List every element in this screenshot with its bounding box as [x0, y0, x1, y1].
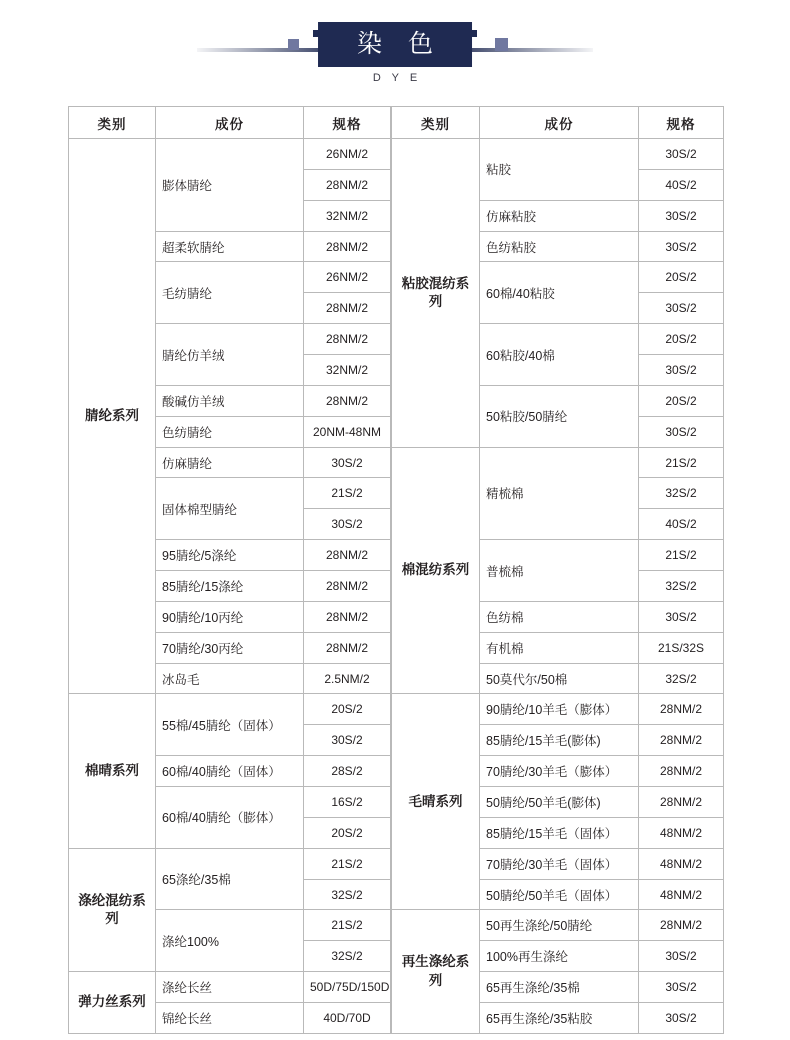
- spec-cell: 20S/2: [304, 817, 391, 848]
- composition-cell: 85腈纶/15羊毛（固体）: [480, 817, 639, 848]
- spec-cell: 28NM/2: [304, 324, 391, 355]
- spec-cell: 28NM/2: [304, 632, 391, 663]
- composition-cell: 锦纶长丝: [156, 1003, 304, 1034]
- spec-cell: 20S/2: [304, 694, 391, 725]
- column-header-spec: 规格: [639, 107, 724, 139]
- composition-cell: 50粘胶/50腈纶: [480, 385, 639, 447]
- column-header-composition: 成份: [480, 107, 639, 139]
- spec-cell: 28NM/2: [304, 385, 391, 416]
- category-cell: 涤纶混纺系列: [69, 848, 156, 971]
- composition-cell: 70腈纶/30羊毛（膨体）: [480, 756, 639, 787]
- spec-cell: 32S/2: [304, 941, 391, 972]
- spec-cell: 30S/2: [639, 1003, 724, 1034]
- composition-cell: 85腈纶/15羊毛(膨体): [480, 725, 639, 756]
- spec-cell: 28NM/2: [304, 601, 391, 632]
- category-cell: 再生涤纶系列: [392, 910, 480, 1033]
- column-header-category: 类别: [69, 107, 156, 139]
- spec-cell: 48NM/2: [639, 879, 724, 910]
- composition-cell: 90腈纶/10羊毛（膨体）: [480, 694, 639, 725]
- spec-cell: 28NM/2: [304, 540, 391, 571]
- composition-cell: 95腈纶/5涤纶: [156, 540, 304, 571]
- composition-cell: 85腈纶/15涤纶: [156, 571, 304, 602]
- composition-cell: 65再生涤纶/35粘胶: [480, 1003, 639, 1034]
- composition-cell: 普梳棉: [480, 540, 639, 602]
- composition-cell: 60棉/40腈纶（膨体）: [156, 787, 304, 849]
- composition-cell: 仿麻腈纶: [156, 447, 304, 478]
- table-row: [392, 447, 724, 478]
- category-cell: 棉混纺系列: [392, 447, 480, 694]
- composition-cell: 色纺粘胶: [480, 231, 639, 262]
- table-header-row: [392, 107, 724, 139]
- composition-cell: 涤纶长丝: [156, 972, 304, 1003]
- spec-cell: 30S/2: [304, 447, 391, 478]
- spec-cell: 40S/2: [639, 509, 724, 540]
- spec-cell: 32S/2: [639, 478, 724, 509]
- spec-cell: 20NM-48NM: [304, 416, 391, 447]
- composition-cell: 65涤纶/35棉: [156, 848, 304, 910]
- title-banner: [318, 22, 472, 84]
- decorative-square-medium-left: [288, 39, 299, 50]
- spec-cell: 30S/2: [639, 416, 724, 447]
- composition-cell: 腈纶仿羊绒: [156, 324, 304, 386]
- category-cell: 毛晴系列: [392, 694, 480, 910]
- spec-cell: 32S/2: [639, 663, 724, 694]
- spec-cell: 21S/2: [639, 540, 724, 571]
- spec-cell: 32S/2: [639, 571, 724, 602]
- spec-cell: 30S/2: [639, 293, 724, 324]
- right-specification-table: [391, 106, 724, 1034]
- column-header-spec: 规格: [304, 107, 391, 139]
- composition-cell: 60棉/40腈纶（固体）: [156, 756, 304, 787]
- table-row: [392, 694, 724, 725]
- composition-cell: 50腈纶/50羊毛（固体）: [480, 879, 639, 910]
- table-row: [69, 139, 391, 170]
- column-header-category: 类别: [392, 107, 480, 139]
- table-row: [69, 848, 391, 879]
- spec-cell: 40S/2: [639, 169, 724, 200]
- composition-cell: 粘胶: [480, 139, 639, 201]
- table-row: [392, 910, 724, 941]
- composition-cell: 70腈纶/30丙纶: [156, 632, 304, 663]
- composition-cell: 50腈纶/50羊毛(膨体): [480, 787, 639, 818]
- spec-cell: 28NM/2: [304, 293, 391, 324]
- spec-cell: 28NM/2: [639, 725, 724, 756]
- spec-cell: 26NM/2: [304, 262, 391, 293]
- spec-cell: 20S/2: [639, 262, 724, 293]
- composition-cell: 固体棉型腈纶: [156, 478, 304, 540]
- composition-cell: 色纺棉: [480, 601, 639, 632]
- spec-cell: 20S/2: [639, 385, 724, 416]
- composition-cell: 90腈纶/10丙纶: [156, 601, 304, 632]
- composition-cell: 70腈纶/30羊毛（固体）: [480, 848, 639, 879]
- composition-cell: 50再生涤纶/50腈纶: [480, 910, 639, 941]
- category-cell: 腈纶系列: [69, 139, 156, 694]
- spec-cell: 48NM/2: [639, 817, 724, 848]
- spec-cell: 30S/2: [639, 231, 724, 262]
- spec-cell: 21S/2: [639, 447, 724, 478]
- spec-cell: 32NM/2: [304, 200, 391, 231]
- spec-cell: 2.5NM/2: [304, 663, 391, 694]
- right-table-body: [392, 139, 724, 1034]
- composition-cell: 有机棉: [480, 632, 639, 663]
- spec-cell: 30S/2: [639, 601, 724, 632]
- spec-cell: 40D/70D: [304, 1003, 391, 1034]
- table-row: [69, 972, 391, 1003]
- spec-cell: 50D/75D/150D: [304, 972, 391, 1003]
- composition-cell: 60粘胶/40棉: [480, 324, 639, 386]
- table-row: [69, 694, 391, 725]
- page-header: [0, 0, 790, 98]
- spec-cell: 21S/2: [304, 848, 391, 879]
- product-specification-sheet: [68, 106, 722, 1034]
- spec-cell: 48NM/2: [639, 848, 724, 879]
- composition-cell: 色纺腈纶: [156, 416, 304, 447]
- page-subtitle: D Y E: [372, 72, 422, 85]
- table-row: [392, 139, 724, 170]
- page-title: 染 色: [318, 22, 472, 67]
- spec-cell: 32S/2: [304, 879, 391, 910]
- spec-cell: 28NM/2: [639, 910, 724, 941]
- composition-cell: 酸碱仿羊绒: [156, 385, 304, 416]
- spec-cell: 28NM/2: [304, 231, 391, 262]
- category-cell: 粘胶混纺系列: [392, 139, 480, 448]
- composition-cell: 膨体腈纶: [156, 139, 304, 232]
- decorative-square-medium-right: [495, 38, 508, 51]
- spec-cell: 30S/2: [304, 509, 391, 540]
- spec-cell: 26NM/2: [304, 139, 391, 170]
- composition-cell: 毛纺腈纶: [156, 262, 304, 324]
- category-cell: 棉晴系列: [69, 694, 156, 848]
- spec-cell: 28NM/2: [639, 694, 724, 725]
- table-header-row: [69, 107, 391, 139]
- column-header-composition: 成份: [156, 107, 304, 139]
- composition-cell: 超柔软腈纶: [156, 231, 304, 262]
- composition-cell: 精梳棉: [480, 447, 639, 540]
- composition-cell: 100%再生涤纶: [480, 941, 639, 972]
- spec-cell: 32NM/2: [304, 355, 391, 386]
- composition-cell: 65再生涤纶/35棉: [480, 972, 639, 1003]
- composition-cell: 涤纶100%: [156, 910, 304, 972]
- spec-cell: 21S/2: [304, 910, 391, 941]
- category-cell: 弹力丝系列: [69, 972, 156, 1034]
- spec-cell: 28NM/2: [639, 787, 724, 818]
- composition-cell: 冰岛毛: [156, 663, 304, 694]
- spec-cell: 30S/2: [304, 725, 391, 756]
- spec-cell: 28S/2: [304, 756, 391, 787]
- composition-cell: 仿麻粘胶: [480, 200, 639, 231]
- spec-cell: 30S/2: [639, 355, 724, 386]
- spec-cell: 28NM/2: [304, 571, 391, 602]
- left-specification-table: [68, 106, 391, 1034]
- spec-cell: 28NM/2: [304, 169, 391, 200]
- composition-cell: 50莫代尔/50棉: [480, 663, 639, 694]
- spec-cell: 30S/2: [639, 200, 724, 231]
- left-table-body: [69, 139, 391, 1034]
- composition-cell: 55棉/45腈纶（固体）: [156, 694, 304, 756]
- spec-cell: 16S/2: [304, 787, 391, 818]
- spec-cell: 21S/32S: [639, 632, 724, 663]
- spec-cell: 28NM/2: [639, 756, 724, 787]
- spec-cell: 30S/2: [639, 972, 724, 1003]
- spec-cell: 30S/2: [639, 139, 724, 170]
- spec-cell: 21S/2: [304, 478, 391, 509]
- spec-cell: 20S/2: [639, 324, 724, 355]
- spec-cell: 30S/2: [639, 941, 724, 972]
- composition-cell: 60棉/40粘胶: [480, 262, 639, 324]
